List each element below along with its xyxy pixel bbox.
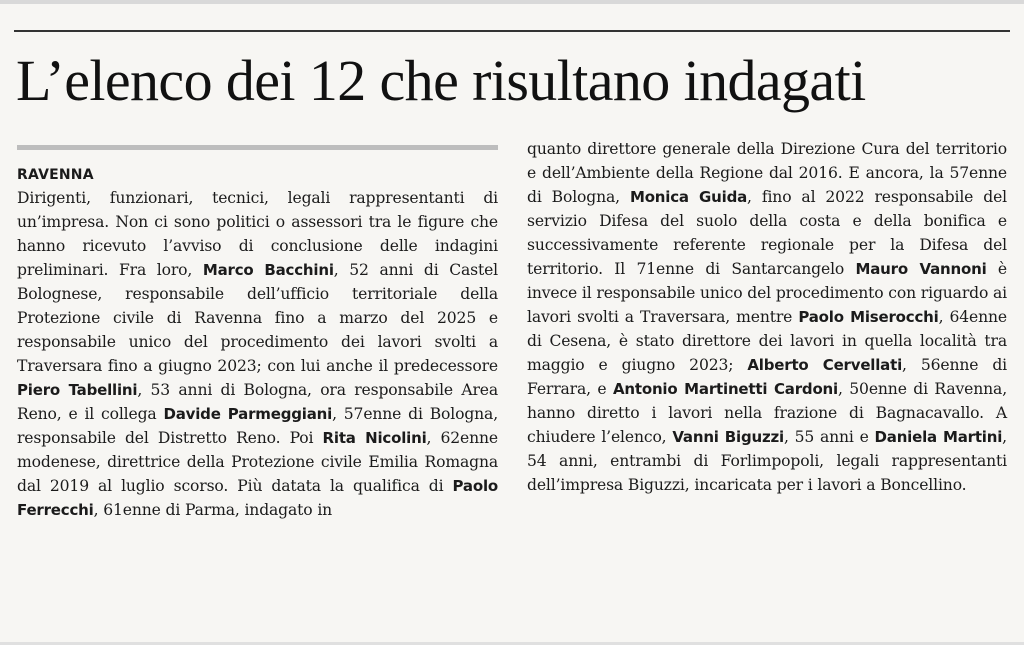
article-column-right [527, 137, 1007, 497]
person-name: Alberto Cervellati [747, 356, 903, 374]
body-text-segment: , 62enne modenese, direttrice della Protezione civile Emilia Romagna dal 2019 al luglio scorso. Più datata la qualifica di [17, 429, 498, 495]
person-name: Piero Tabellini [17, 381, 138, 399]
person-name: Davide Parmeggiani [163, 405, 333, 423]
body-text-right [527, 137, 1007, 497]
body-text-segment: , 52 anni di Castel Bolognese, responsabile dell’ufficio territoriale della Protezione civile di Ravenna fino a marzo del 2025 e responsabile unico del procedimento dei lavori svolti a Traversara fino a giugno 2023; con lui anche il predecessore [17, 261, 499, 375]
person-name: Antonio Martinetti Cardoni [612, 380, 838, 398]
body-text-segment: , 56enne di Ferrara, e [527, 356, 1008, 398]
person-name: Paolo Ferrecchi [17, 477, 498, 519]
person-name: Daniela Martini [874, 428, 1003, 446]
person-name: Paolo Miserocchi [798, 308, 939, 326]
body-text-segment: , 50enne di Ravenna, hanno diretto i lavori nella frazione di Bagnacavallo. A chiudere l’elenco, [527, 380, 1007, 446]
person-name: Rita Nicolini [322, 429, 427, 447]
person-name: Monica Guida [629, 188, 748, 206]
body-text-segment: , fino al 2022 responsabile del servizio Difesa del suolo della costa e della bonifica e successivamente referente regionale per la Difesa del territorio. Il 71enne di Santarcangelo [527, 188, 1008, 278]
kicker-location: RAVENNA [17, 167, 94, 183]
body-text-segment: , 55 anni e [783, 428, 875, 446]
body-text-segment: , 54 anni, entrambi di Forlimpopoli, legali rappresentanti dell’impresa Biguzzi, incaricata per i lavori a Boncellino. [527, 428, 1007, 494]
person-name: Mauro Vannoni [855, 260, 987, 278]
person-name: Vanni Biguzzi [672, 428, 784, 446]
body-text-segment: è invece il responsabile unico del procedimento con riguardo ai lavori svolti a Traversara, mentre [527, 260, 1007, 326]
body-text-segment: , 53 anni di Bologna, ora responsabile Area Reno, e il collega [17, 381, 498, 423]
body-text-segment: , 57enne di Bologna, responsabile del Distretto Reno. Poi [17, 405, 499, 447]
body-text-segment: , 64enne di Cesena, è stato direttore dei lavori in quella località tra maggio e giugno 2023; [527, 308, 1007, 374]
body-text-segment: Dirigenti, funzionari, tecnici, legali rappresentanti di un’impresa. Non ci sono politici o assessori tra le figure che hanno ricevuto l’avviso di conclusione delle indagini preliminari. Fra loro, [17, 189, 498, 279]
body-text-left [17, 186, 498, 522]
person-name: Marco Bacchini [202, 261, 334, 279]
top-edge [0, 0, 1024, 4]
header-rule [14, 30, 1010, 32]
body-text-segment: quanto direttore generale della Direzione Cura del territorio e dell’Ambiente della Regione dal 2016. E ancora, la 57enne di Bologna, [527, 140, 1007, 206]
body-text-segment: , 61enne di Parma, indagato in [93, 501, 333, 519]
article-column-left [17, 137, 498, 522]
kicker-rule [17, 145, 498, 150]
headline: L’elenco dei 12 che risultano indagati [16, 48, 866, 113]
